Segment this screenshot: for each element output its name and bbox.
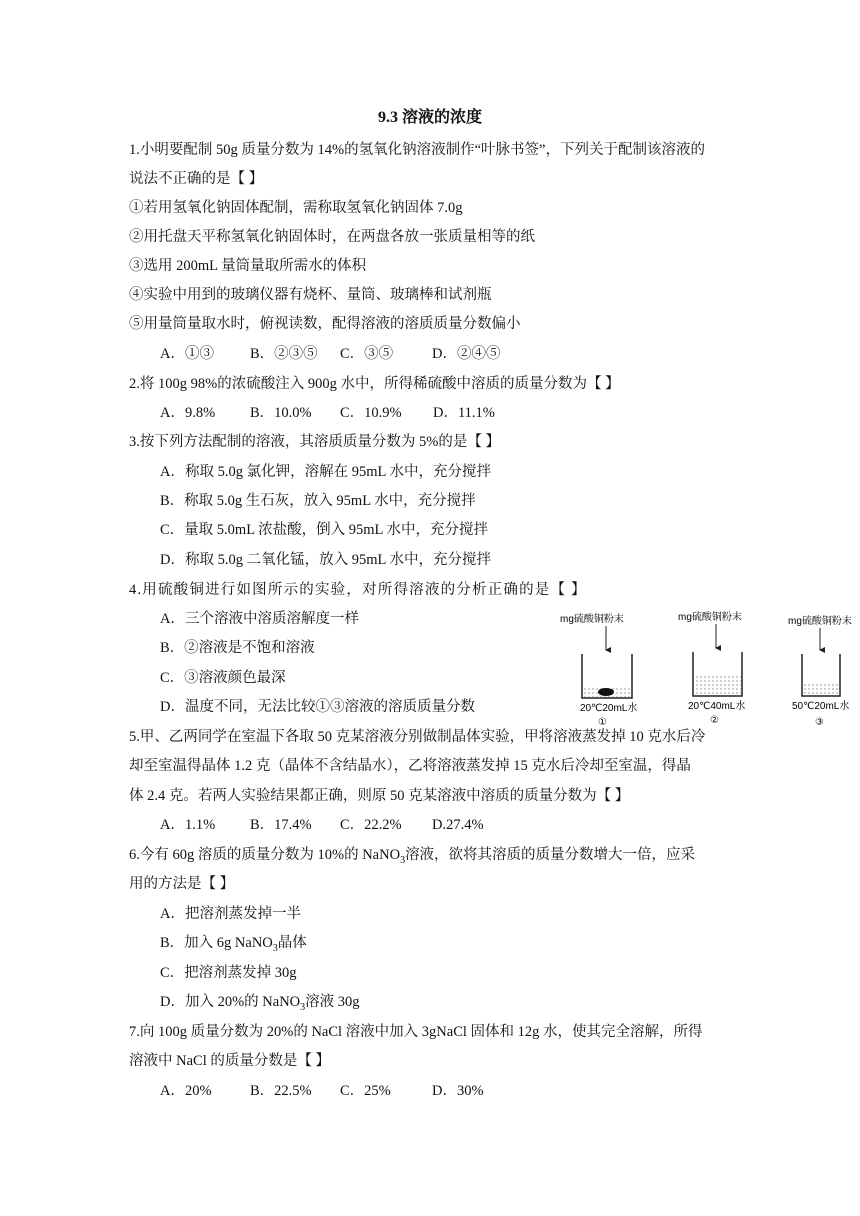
q5-stem-line1: 5.甲、乙两同学在室温下各取 50 克某溶液分别做制晶体实验，甲将溶液蒸发掉 10 克水后冷 [129,729,706,745]
q6-stem-line2: 用的方法是【 】 [129,876,235,892]
q5-option-b: B．17.4% [250,817,312,833]
q6-option-b-part1: B．加入 6g NaNO [160,935,273,951]
beaker-2-bottom-label: 20℃40mL水 [688,701,746,712]
q6-option-c: C．把溶剂蒸发掉 30g [160,965,297,981]
q5-option-a: A．1.1% [160,817,216,833]
q1-stem-line1: 1.小明要配制 50g 质量分数为 14%的氢氧化钠溶液制作“叶脉书签”，下列关于配制该溶液的 [129,142,705,158]
q6-option-d-subscript: 3 [300,1001,306,1013]
beaker-1-bottom-label: 20℃20mL水 [580,703,638,714]
beaker-3-top-label: mg硫酸铜粉末 [788,616,852,627]
q2-stem: 2.将 100g 98%的浓硫酸注入 900g 水中，所得稀硫酸中溶质的质量分数为【 】 [129,376,620,392]
q6-option-b-subscript: 3 [272,942,278,954]
q4-figure [560,608,860,733]
q2-option-a: A．9.8% [160,405,216,421]
q3-option-a: A．称取 5.0g 氯化钾，溶解在 95mL 水中，充分搅拌 [160,464,491,480]
q3-stem: 3.按下列方法配制的溶液，其溶质质量分数为 5%的是【 】 [129,434,500,450]
beaker-2-number: ② [710,715,719,726]
q5-option-c: C．22.2% [340,817,402,833]
q1-item-2: ②用托盘天平称氢氧化钠固体时，在两盘各放一张质量相等的纸 [129,229,535,245]
beaker-2 [678,610,745,726]
q4-option-d: D．温度不同，无法比较①③溶液的溶质质量分数 [160,699,475,715]
beaker-3-bottom-label: 50℃20mL水 [792,701,850,712]
q6-stem-line1 [129,845,695,871]
q3-option-d: D．称取 5.0g 二氧化锰，放入 95mL 水中，充分搅拌 [160,552,491,568]
undissolved-solid [598,688,614,696]
q5-stem-line2: 却至室温得晶体 1.2 克（晶体不含结晶水），乙将溶液蒸发掉 15 克水后冷却至室温，得晶 [129,758,691,774]
q7-option-d: D．30% [432,1083,484,1099]
q3-option-b: B．称取 5.0g 生石灰，放入 95mL 水中，充分搅拌 [160,493,476,509]
q6-subscript-3: 3 [400,854,406,866]
q5-stem-line3: 体 2.4 克。若两人实验结果都正确，则原 50 克某溶液中溶质的质量分数为【 】 [129,788,630,804]
q1-item-1: ①若用氢氧化钠固体配制，需称取氢氧化钠固体 7.0g [129,200,463,216]
q6-option-a: A．把溶剂蒸发掉一半 [160,906,301,922]
q7-option-b: B．22.5% [250,1083,312,1099]
q6-option-b [160,933,307,959]
q4-option-c: C．③溶液颜色最深 [160,670,286,686]
q4-option-b: B．②溶液是不饱和溶液 [160,640,315,656]
q7-stem-line1: 7.向 100g 质量分数为 20%的 NaCl 溶液中加入 3gNaCl 固体和 12g 水，使其完全溶解，所得 [129,1024,703,1040]
page-title: 9.3 溶液的浓度 [377,109,482,126]
q2-option-b: B．10.0% [250,405,312,421]
q1-options [160,344,500,364]
q7-option-c: C．25% [340,1083,391,1099]
beaker-1-top-label: mg硫酸铜粉末 [560,614,624,625]
q6-option-d [160,992,360,1018]
q1-item-3: ③选用 200mL 量筒量取所需水的体积 [129,258,367,274]
q1-item-4: ④实验中用到的玻璃仪器有烧杯、量筒、玻璃棒和试剂瓶 [129,287,492,303]
q7-options [160,1081,484,1101]
q4-stem: 4.用硫酸铜进行如图所示的实验，对所得溶液的分析正确的是【 】 [129,582,587,598]
q2-options [160,403,495,423]
q1-option-b: B．②③⑤ [250,346,318,362]
beaker-1 [560,612,637,728]
q1-stem-line2: 说法不正确的是【 】 [129,171,264,187]
q1-item-5: ⑤用量筒量取水时，俯视读数，配得溶液的溶质质量分数偏小 [129,316,521,332]
q1-option-a: A．①③ [160,346,214,362]
q1-option-c: C．③⑤ [340,346,394,362]
q5-options [160,815,484,835]
beaker-3-number: ③ [815,717,824,728]
q4-option-a: A．三个溶液中溶质溶解度一样 [160,611,359,627]
beaker-1-number: ① [598,717,607,728]
q3-option-c: C．量取 5.0mL 浓盐酸，倒入 95mL 水中，充分搅拌 [160,522,488,538]
q6-option-d-part1: D．加入 20%的 NaNO [160,994,301,1010]
q2-option-c: C．10.9% [340,405,402,421]
q6-option-d-part2: 溶液 30g [305,994,360,1010]
q5-option-d: D.27.4% [432,817,484,833]
q2-option-d: D．11.1% [433,405,495,421]
q6-option-b-part2: 晶体 [277,935,307,951]
q6-stem-part2: 溶液，欲将其溶质的质量分数增大一倍，应采 [405,847,696,863]
q6-stem-part1: 6.今有 60g 溶质的质量分数为 10%的 NaNO [129,847,401,863]
q1-option-d: D．②④⑤ [432,346,501,362]
beaker-3 [788,614,852,728]
beaker-2-top-label: mg硫酸铜粉末 [678,612,742,623]
q7-stem-line2: 溶液中 NaCl 的质量分数是【 】 [129,1053,330,1069]
q7-option-a: A．20% [160,1083,212,1099]
